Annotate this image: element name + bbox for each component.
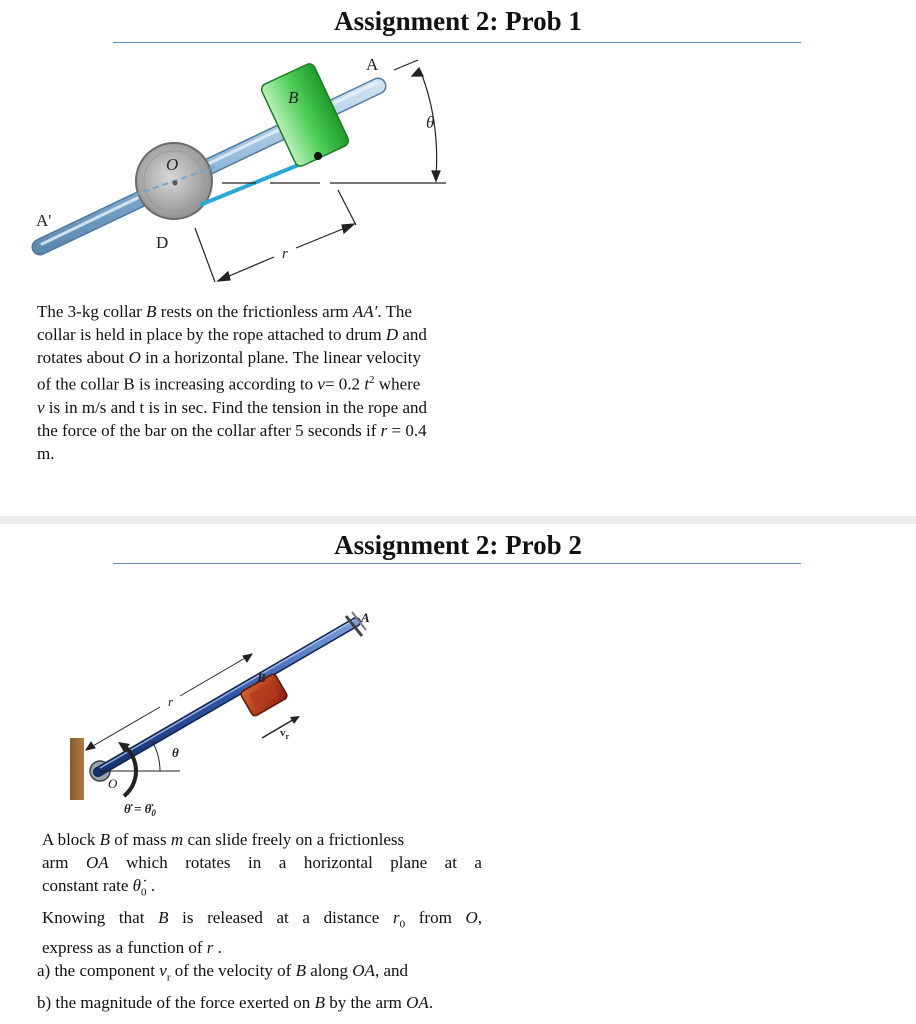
label-a-2: A (361, 610, 370, 625)
page-prob2 (0, 524, 916, 1024)
label-d: D (156, 233, 169, 252)
prob1-line-1: The 3-kg collar B rests on the frictionless arm AA′. The (37, 302, 412, 321)
prob2-statement-2 (42, 906, 482, 959)
label-vr: $v_r$ (280, 727, 290, 741)
label-r-2: r (168, 694, 174, 709)
prob1-line-7: m. (37, 443, 55, 463)
prob2-line-2: arm OA which rotates in a horizontal plane at a (42, 853, 482, 872)
arm-oa (98, 612, 366, 772)
prob1-title: Assignment 2: Prob 1 (334, 6, 582, 36)
prob2-line-4: Knowing that B is released at a distance $r_0$ from O, (42, 908, 482, 931)
label-o-2: O (108, 776, 118, 791)
prob2-statement-1 (42, 828, 482, 904)
label-theta-2: θ (172, 745, 179, 760)
prob2-line-1: A block B of mass m can slide freely on a frictionless (42, 830, 405, 849)
prob1-figure (0, 0, 916, 300)
prob2-title: Assignment 2: Prob 2 (334, 530, 582, 560)
prob1-line-5: v is in m/s and t is in sec. Find the tension in the rope and (37, 397, 428, 417)
label-r: r (282, 246, 288, 262)
prob2-title-rule (113, 563, 801, 564)
prob2-line-5: express as a function of r . (42, 938, 222, 958)
page-separator (0, 516, 916, 524)
label-theta-dot: θ̇ = $\thetȧ_0$ (124, 801, 156, 818)
rope-attach-point (314, 152, 322, 160)
label-theta: θ (426, 113, 435, 132)
r-dimension (195, 190, 356, 282)
label-a: A (366, 55, 379, 74)
label-o: O (166, 155, 179, 174)
label-b: B (288, 88, 299, 107)
collar-b (260, 62, 351, 168)
wall (70, 738, 84, 800)
prob1-line-4: of the collar B is increasing according to v= 0.2 $t^2$ where (37, 374, 421, 394)
prob2-questions (37, 958, 497, 1016)
prob2-question-b: b) the magnitude of the force exerted on B by the arm OA. (37, 993, 434, 1013)
prob2-question-a: a) the component $v_r$ of the velocity of B along OA, and (37, 961, 408, 984)
prob1-statement (37, 300, 487, 465)
label-a-prime: A' (36, 211, 52, 230)
prob1-line-2: collar is held in place by the rope attached to drum D and (37, 325, 427, 344)
prob2-line-3: constant rate $\thetȧ_0$ . (42, 876, 155, 899)
prob2-figure (0, 574, 916, 824)
prob1-line-3: rotates about O in a horizontal plane. The linear velocity (37, 348, 421, 367)
label-b-2: B (257, 670, 266, 685)
prob1-line-6: the force of the bar on the collar after 5 seconds if r = 0.4 (37, 420, 427, 440)
